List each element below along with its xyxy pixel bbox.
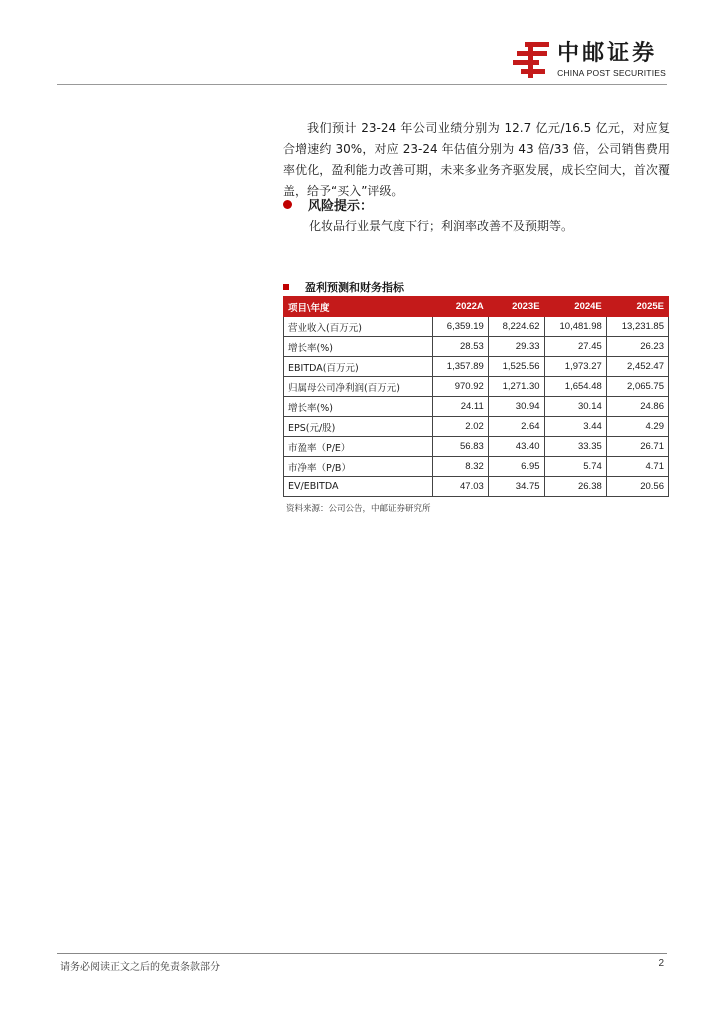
table-cell: 1,357.89 bbox=[433, 357, 489, 377]
table-title-text: 盈利预测和财务指标 bbox=[305, 281, 404, 294]
table-header-cell: 2022A bbox=[433, 297, 489, 317]
footer-divider bbox=[57, 953, 667, 954]
table-row bbox=[284, 357, 669, 377]
table-row bbox=[284, 437, 669, 457]
row-label: EPS(元/股) bbox=[284, 417, 433, 437]
table-cell: 26.23 bbox=[606, 337, 668, 357]
row-label: EBITDA(百万元) bbox=[284, 357, 433, 377]
table-cell: 6,359.19 bbox=[433, 317, 489, 337]
company-logo bbox=[511, 40, 666, 80]
table-cell: 3.44 bbox=[544, 417, 606, 437]
table-cell: 8.32 bbox=[433, 457, 489, 477]
table-title bbox=[283, 279, 404, 295]
table-cell: 970.92 bbox=[433, 377, 489, 397]
financial-forecast-table bbox=[283, 296, 669, 497]
table-cell: 8,224.62 bbox=[488, 317, 544, 337]
table-cell: 4.29 bbox=[606, 417, 668, 437]
table-cell: 30.14 bbox=[544, 397, 606, 417]
table-cell: 29.33 bbox=[488, 337, 544, 357]
table-cell: 2,065.75 bbox=[606, 377, 668, 397]
table-cell: 26.71 bbox=[606, 437, 668, 457]
table-row bbox=[284, 317, 669, 337]
table-cell: 33.35 bbox=[544, 437, 606, 457]
risk-text: 化妆品行业景气度下行；利润率改善不及预期等。 bbox=[309, 219, 574, 233]
page-number: 2 bbox=[658, 958, 664, 969]
row-label: 增长率(%) bbox=[284, 397, 433, 417]
row-label: 营业收入(百万元) bbox=[284, 317, 433, 337]
table-header-cell: 2025E bbox=[606, 297, 668, 317]
table-cell: 1,525.56 bbox=[488, 357, 544, 377]
table-cell: 1,654.48 bbox=[544, 377, 606, 397]
table-cell: 30.94 bbox=[488, 397, 544, 417]
table-row bbox=[284, 337, 669, 357]
table-cell: 47.03 bbox=[433, 477, 489, 497]
bullet-dot-icon bbox=[283, 200, 292, 209]
table-cell: 1,973.27 bbox=[544, 357, 606, 377]
row-label: 市盈率（P/E） bbox=[284, 437, 433, 457]
table-cell: 26.38 bbox=[544, 477, 606, 497]
table-cell: 24.86 bbox=[606, 397, 668, 417]
header-divider bbox=[57, 84, 667, 85]
table-cell: 5.74 bbox=[544, 457, 606, 477]
table-header-row bbox=[284, 297, 669, 317]
table-cell: 28.53 bbox=[433, 337, 489, 357]
table-header-cell: 2023E bbox=[488, 297, 544, 317]
table-cell: 13,231.85 bbox=[606, 317, 668, 337]
table-header-cell: 项目\年度 bbox=[284, 297, 433, 317]
table-row bbox=[284, 377, 669, 397]
table-cell: 34.75 bbox=[488, 477, 544, 497]
footer-disclaimer: 请务必阅读正文之后的免责条款部分 bbox=[60, 962, 220, 973]
table-row bbox=[284, 397, 669, 417]
table-cell: 4.71 bbox=[606, 457, 668, 477]
table-row bbox=[284, 477, 669, 497]
table-cell: 27.45 bbox=[544, 337, 606, 357]
table-cell: 6.95 bbox=[488, 457, 544, 477]
table-cell: 10,481.98 bbox=[544, 317, 606, 337]
row-label: 市净率（P/B） bbox=[284, 457, 433, 477]
table-cell: 24.11 bbox=[433, 397, 489, 417]
table-header-cell: 2024E bbox=[544, 297, 606, 317]
table-row bbox=[284, 457, 669, 477]
row-label: EV/EBITDA bbox=[284, 477, 433, 497]
table-cell: 56.83 bbox=[433, 437, 489, 457]
table-cell: 2.02 bbox=[433, 417, 489, 437]
square-bullet-icon bbox=[283, 284, 289, 290]
risk-heading-text: 风险提示： bbox=[308, 199, 374, 214]
row-label: 归属母公司净利润(百万元) bbox=[284, 377, 433, 397]
table-cell: 43.40 bbox=[488, 437, 544, 457]
table-cell: 20.56 bbox=[606, 477, 668, 497]
row-label: 增长率(%) bbox=[284, 337, 433, 357]
table-cell: 2.64 bbox=[488, 417, 544, 437]
table-cell: 1,271.30 bbox=[488, 377, 544, 397]
logo-chinese-text: 中邮证券 bbox=[557, 41, 658, 66]
table-row bbox=[284, 417, 669, 437]
valuation-paragraph: 我们预计 23-24 年公司业绩分别为 12.7 亿元/16.5 亿元，对应复合增速约 30%，对应 23-24 年估值分别为 43 倍/33 倍，公司销售费用率优化，盈利能力改善可期，未来多业务齐驱发展，成长空间大，首次覆盖，给予“买入”评级。 bbox=[283, 121, 670, 198]
table-source-note: 资料来源：公司公告，中邮证券研究所 bbox=[286, 504, 431, 514]
table-cell: 2,452.47 bbox=[606, 357, 668, 377]
logo-english-text: CHINA POST SECURITIES bbox=[557, 68, 666, 78]
risk-heading bbox=[283, 195, 373, 214]
china-post-logo-icon bbox=[511, 40, 551, 80]
